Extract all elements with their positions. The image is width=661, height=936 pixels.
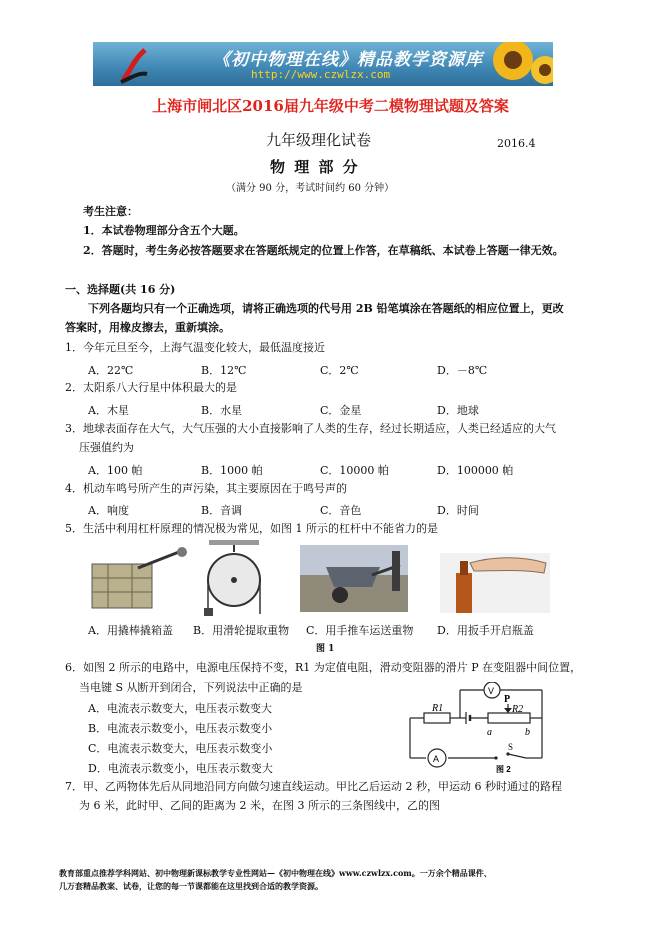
document-title: 上海市闸北区2016届九年级中考二模物理试题及答案 [152, 97, 509, 115]
q1-option-a: A．22℃ [88, 364, 134, 377]
q2-option-c: C．金星 [320, 404, 362, 417]
resistor-r1-label: R1 [432, 703, 444, 714]
q5-option-c: C．用手推车运送重物 [306, 624, 414, 637]
exam-note: （满分 90 分，考试时间约 60 分钟） [226, 183, 395, 194]
question-5-stem: 5．生活中利用杠杆原理的情况极为常见，如图 1 所示的杠杆中不能省力的是 [65, 522, 438, 535]
exam-title: 九年级理化试卷 [266, 131, 372, 149]
ammeter-label: A [433, 754, 440, 764]
header-banner [93, 42, 553, 86]
site-logo-icon [119, 44, 149, 84]
banner-title: 《初中物理在线》精品教学资源库 [213, 50, 483, 70]
point-b-label: b [525, 727, 530, 738]
exam-date: 2016.4 [497, 137, 536, 150]
q3-option-b: B．1000 帕 [201, 464, 263, 477]
q3-option-a: A．100 帕 [88, 464, 143, 477]
sunflower-icon [485, 42, 553, 86]
switch-s-label: S [508, 742, 514, 752]
resistor-r2-label: R2 [512, 704, 524, 715]
notice-item-2: 2．答题时，考生务必按答题要求在答题纸规定的位置上作答，在草稿纸、本试卷上答题一律无效。 [83, 244, 564, 257]
q4-option-d: D．时间 [437, 504, 479, 517]
q1-option-d: D．－8℃ [437, 364, 488, 377]
question-1-stem: 1．今年元旦至今，上海气温变化较大，最低温度接近 [65, 341, 325, 354]
q4-option-c: C．音色 [320, 504, 362, 517]
figure-2-caption: 图 2 [496, 765, 511, 774]
q2-option-d: D．地球 [437, 404, 479, 417]
circuit-diagram [404, 682, 554, 774]
q2-option-a: A．木星 [88, 404, 129, 417]
q4-option-a: A．响度 [88, 504, 129, 517]
q6-option-b: B．电流表示数变小，电压表示数变小 [88, 722, 273, 735]
question-3-stem-cont: 压强值约为 [79, 441, 134, 454]
figure-1-caption: 图 1 [316, 644, 335, 654]
section1-instruction-2: 答案时，用橡皮擦去，重新填涂。 [65, 321, 230, 334]
q5-option-d: D．用扳手开启瓶盖 [437, 624, 534, 637]
q3-option-c: C．10000 帕 [320, 464, 389, 477]
question-4-stem: 4．机动车鸣号所产生的声污染，其主要原因在于鸣号声的 [65, 482, 347, 495]
q4-option-b: B．音调 [201, 504, 243, 517]
q6-option-d: D．电流表示数变小，电压表示数变大 [88, 762, 273, 775]
q1-option-c: C．2℃ [320, 364, 359, 377]
section-title: 物 理 部 分 [270, 158, 360, 176]
q3-option-d: D．100000 帕 [437, 464, 514, 477]
question-6-stem-cont: 当电键 S 从断开到闭合，下列说法中正确的是 [79, 681, 303, 694]
q5-option-a: A．用撬棒撬箱盖 [88, 624, 173, 637]
crowbar-box-image [88, 542, 188, 614]
question-7-stem-cont: 为 6 米，此时甲、乙间的距离为 2 米，在图 3 所示的三条图线中，乙的图 [79, 799, 440, 812]
section1-instruction-1: 下列各题均只有一个正确选项，请将正确选项的代号用 2B 铅笔填涂在答题纸的相应位置上，更改 [88, 302, 564, 315]
slider-p-label: P [504, 694, 511, 705]
q1-option-b: B．12℃ [201, 364, 247, 377]
voltmeter-label: V [488, 686, 495, 696]
section1-title: 一、选择题(共 16 分) [65, 283, 176, 296]
banner-url: http://www.czwlzx.com [251, 68, 391, 81]
notice-item-1: 1．本试卷物理部分含五个大题。 [83, 224, 245, 237]
q2-option-b: B．水星 [201, 404, 243, 417]
footer-line-1: 教育部重点推荐学科网站、初中物理新课标教学专业性网站—《初中物理在线》www.czwlzx.com。一万余个精品课件、 [59, 868, 492, 878]
question-7-stem: 7．甲、乙两物体先后从同地沿同方向做匀速直线运动。甲比乙后运动 2 秒，甲运动 6 秒时通过的路程 [65, 780, 562, 793]
pulley-image [203, 538, 265, 618]
bottle-opener-image [440, 553, 550, 613]
q6-option-c: C．电流表示数变大，电压表示数变小 [88, 742, 273, 755]
question-6-stem: 6．如图 2 所示的电路中，电源电压保持不变，R1 为定值电阻，滑动变阻器的滑片 P 在变阻器中间位置， [65, 661, 582, 674]
question-3-stem: 3．地球表面存在大气，大气压强的大小直接影响了人类的生存，经过长期适应，人类已经适应的大气 [65, 422, 556, 435]
footer-line-2: 几万套精品教案、试卷，让您的每一节课都能在这里找到合适的教学资源。 [59, 881, 323, 891]
q5-option-b: B．用滑轮提取重物 [193, 624, 290, 637]
point-a-label: a [487, 727, 492, 738]
wheelbarrow-image [300, 545, 408, 612]
q6-option-a: A．电流表示数变大，电压表示数变大 [88, 702, 272, 715]
question-2-stem: 2．太阳系八大行星中体积最大的是 [65, 381, 237, 394]
notice-title: 考生注意： [83, 205, 138, 218]
